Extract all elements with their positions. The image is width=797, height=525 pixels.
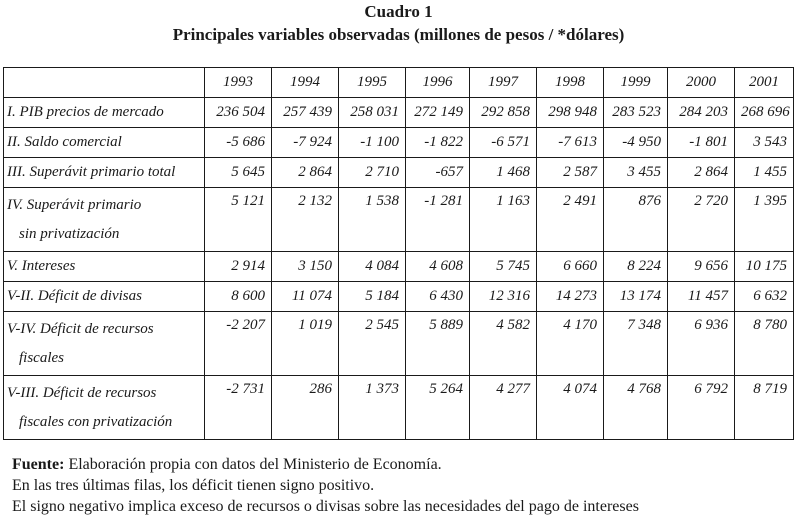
table-cell: -657 <box>406 158 470 188</box>
table-cell: 2 720 <box>668 188 735 252</box>
table-cell: 1 538 <box>339 188 406 252</box>
table-cell: 268 696 <box>735 98 794 128</box>
source-text: Elaboración propia con datos del Ministerio de Economía. <box>64 456 442 473</box>
row-label-line: V-III. Déficit de recursos <box>7 384 157 401</box>
data-table <box>3 67 794 440</box>
table-row <box>4 98 794 128</box>
table-cell: -4 950 <box>604 128 668 158</box>
table-row <box>4 188 794 252</box>
table-cell: 2 545 <box>339 312 406 376</box>
header-row <box>4 68 794 98</box>
source-label: Fuente: <box>12 456 65 473</box>
row-label <box>4 282 205 312</box>
table-cell: -7 613 <box>537 128 604 158</box>
table-cell: 4 084 <box>339 252 406 282</box>
year-header: 1999 <box>604 68 668 98</box>
row-label-line: sin privatización <box>19 225 120 242</box>
table-title: Cuadro 1 <box>364 2 433 21</box>
table-cell: 8 780 <box>735 312 794 376</box>
header-corner <box>4 68 205 98</box>
table-cell: 10 175 <box>735 252 794 282</box>
year-header: 2000 <box>668 68 735 98</box>
table-cell: 6 792 <box>668 376 735 440</box>
source-note <box>12 454 639 475</box>
table-cell: 3 150 <box>272 252 339 282</box>
row-label-line: III. Superávit primario total <box>7 164 176 180</box>
row-label <box>4 98 205 128</box>
table-cell: 2 132 <box>272 188 339 252</box>
row-label <box>4 312 205 376</box>
table-cell: 4 074 <box>537 376 604 440</box>
year-header: 1996 <box>406 68 470 98</box>
table-cell: 9 656 <box>668 252 735 282</box>
table-cell: 1 395 <box>735 188 794 252</box>
row-label-line: IV. Superávit primario <box>7 196 142 213</box>
table-cell: 1 163 <box>470 188 537 252</box>
year-header: 1993 <box>205 68 272 98</box>
row-label <box>4 252 205 282</box>
table-cell: 257 439 <box>272 98 339 128</box>
table-cell: 12 316 <box>470 282 537 312</box>
table-cell: 258 031 <box>339 98 406 128</box>
row-label-line: V. Intereses <box>7 258 76 274</box>
table-cell: -1 822 <box>406 128 470 158</box>
table-cell: 4 608 <box>406 252 470 282</box>
table-cell: 3 455 <box>604 158 668 188</box>
table-cell: 6 430 <box>406 282 470 312</box>
table-cell: 5 645 <box>205 158 272 188</box>
year-header: 1998 <box>537 68 604 98</box>
row-label-line: V-IV. Déficit de recursos <box>7 320 154 337</box>
table-cell: -1 100 <box>339 128 406 158</box>
note-line: El signo negativo implica exceso de recursos o divisas sobre las necesidades del pago de intereses <box>12 498 639 515</box>
table-cell: 1 019 <box>272 312 339 376</box>
table-cell: 14 273 <box>537 282 604 312</box>
note-line: En las tres últimas filas, los déficit tienen signo positivo. <box>12 477 375 494</box>
table-cell: 7 348 <box>604 312 668 376</box>
table-cell: 4 170 <box>537 312 604 376</box>
notes <box>12 454 639 517</box>
row-label-line: fiscales <box>19 349 64 366</box>
table-cell: 272 149 <box>406 98 470 128</box>
table-cell: 8 600 <box>205 282 272 312</box>
row-label <box>4 128 205 158</box>
table-cell: 2 914 <box>205 252 272 282</box>
table-cell: 6 632 <box>735 282 794 312</box>
table-cell: 5 184 <box>339 282 406 312</box>
table-cell: 286 <box>272 376 339 440</box>
table-row <box>4 376 794 440</box>
table-cell: -1 801 <box>668 128 735 158</box>
table-cell: 876 <box>604 188 668 252</box>
table-row <box>4 128 794 158</box>
row-label <box>4 188 205 252</box>
table-cell: 11 457 <box>668 282 735 312</box>
table-cell: -7 924 <box>272 128 339 158</box>
row-label <box>4 158 205 188</box>
table-cell: -5 686 <box>205 128 272 158</box>
year-header: 2001 <box>735 68 794 98</box>
table-cell: 292 858 <box>470 98 537 128</box>
year-header: 1997 <box>470 68 537 98</box>
table-cell: 2 710 <box>339 158 406 188</box>
row-label-line: I. PIB precios de mercado <box>7 104 164 120</box>
table-cell: 2 864 <box>668 158 735 188</box>
table-cell: 283 523 <box>604 98 668 128</box>
table-cell: 1 455 <box>735 158 794 188</box>
table-cell: 4 768 <box>604 376 668 440</box>
table-cell: 236 504 <box>205 98 272 128</box>
table-cell: 2 864 <box>272 158 339 188</box>
table-cell: 298 948 <box>537 98 604 128</box>
table-cell: 6 936 <box>668 312 735 376</box>
table-cell: 1 373 <box>339 376 406 440</box>
table-cell: 6 660 <box>537 252 604 282</box>
table-subtitle: Principales variables observadas (millones de pesos / *dólares) <box>172 25 625 44</box>
table-cell: 284 203 <box>668 98 735 128</box>
table-cell: -2 207 <box>205 312 272 376</box>
table-cell: 8 719 <box>735 376 794 440</box>
table-cell: 1 468 <box>470 158 537 188</box>
table-cell: 3 543 <box>735 128 794 158</box>
table-cell: 8 224 <box>604 252 668 282</box>
table-cell: 5 264 <box>406 376 470 440</box>
table-cell: 2 491 <box>537 188 604 252</box>
table-row <box>4 282 794 312</box>
row-label-line: II. Saldo comercial <box>7 134 122 150</box>
table-cell: 5 121 <box>205 188 272 252</box>
table-cell: 5 889 <box>406 312 470 376</box>
table-row <box>4 312 794 376</box>
table-cell: 11 074 <box>272 282 339 312</box>
table-cell: 13 174 <box>604 282 668 312</box>
table-row <box>4 252 794 282</box>
row-label-line: fiscales con privatización <box>19 413 173 430</box>
row-label-line: V-II. Déficit de divisas <box>7 288 142 304</box>
row-label <box>4 376 205 440</box>
table-cell: 5 745 <box>470 252 537 282</box>
table-row <box>4 158 794 188</box>
table-cell: 2 587 <box>537 158 604 188</box>
year-header: 1994 <box>272 68 339 98</box>
table-cell: 4 582 <box>470 312 537 376</box>
year-header: 1995 <box>339 68 406 98</box>
table-cell: 4 277 <box>470 376 537 440</box>
table-cell: -2 731 <box>205 376 272 440</box>
table-cell: -1 281 <box>406 188 470 252</box>
table-body <box>4 98 794 440</box>
table-cell: -6 571 <box>470 128 537 158</box>
